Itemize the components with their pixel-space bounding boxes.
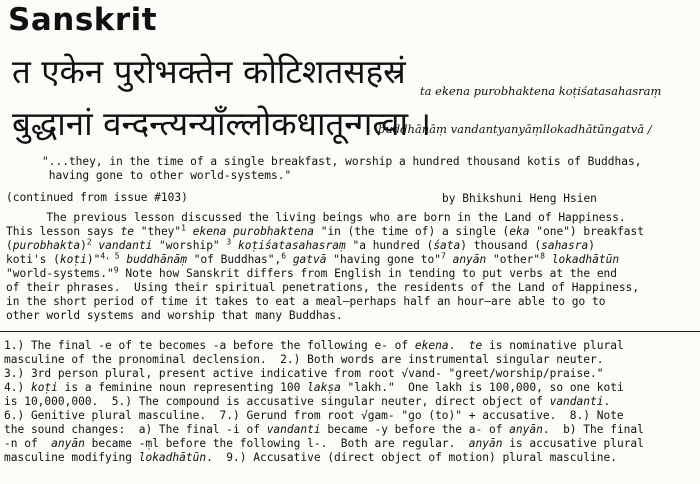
section-divider: [0, 331, 700, 332]
note-line: -n of anyān became -ṃl before the following l-. Both are regular. anyān is accusative plural: [4, 437, 644, 450]
transliteration-line-1: ta ekena purobhaktena koṭiśatasahasraṃ: [420, 84, 662, 98]
note-line: the sound changes: a) The final -i of vandanti became -y before the a- of anyān. b) The final: [4, 423, 644, 436]
note-line: 3.) 3rd person plural, present active indicative from root √vand- "greet/worship/praise.": [4, 367, 604, 380]
note-line: 6.) Genitive plural masculine. 7.) Gerund from root √gam- "go (to)" + accusative. 8.) Note: [4, 409, 624, 422]
continued-note: (continued from issue #103): [6, 191, 188, 204]
author-byline: by Bhikshuni Heng Hsien: [442, 192, 597, 205]
transliteration-line-2: buddhānāṃ vandantyanyāṃllokadhātūngatvā /: [378, 122, 652, 136]
body-line: This lesson says te "they"$^1$ ekena purobhaktena "in (the time of) a single (eka "one") breakfast: [6, 223, 645, 238]
body-line: other world systems and worship that many Buddhas.: [6, 309, 343, 322]
page-title: Sanskrit: [8, 2, 158, 38]
body-line: in the short period of time it takes to eat a meal—perhaps half an hour—are able to go to: [6, 295, 606, 308]
body-line: (purobhakta)$^2$ vandanti "worship" $^3$ koṭiśatasahasraṃ "a hundred (śata) thousand (sahasra): [6, 237, 595, 252]
note-line: masculine modifying lokadhātūn. 9.) Accusative (direct object of motion) plural masculine.: [4, 451, 617, 464]
quote-line-2: having gone to other world-systems.": [48, 169, 292, 182]
note-line: is 10,000,000. 5.) The compound is accusative singular neuter, direct object of vandanti.: [4, 395, 611, 408]
devanagari-line-1: त एकेन पुरोभक्तेन कोटिशतसहस्रं: [12, 52, 406, 91]
translation-quote: [42, 155, 641, 183]
note-line: 1.) The final -e of te becomes -a before the following e- of ekena. te is nominative plural: [4, 339, 624, 352]
note-line: 4.) koṭi is a feminine noun representing 100 lakṣa "lakh." One lakh is 100,000, so one koti: [4, 381, 624, 394]
quote-line-1: "...they, in the time of a single breakfast, worship a hundred thousand kotis of Buddhas,: [42, 155, 642, 168]
devanagari-line-2: बुद्धानां वन्दन्त्यन्याँल्लोकधातून्गत्वा ।: [12, 104, 432, 143]
body-line: "world-systems."$^9$ Note how Sanskrit differs from English in tending to put verbs at the end: [6, 265, 618, 280]
note-line: masculine of the pronominal declension. 2.) Both words are instrumental singular neuter.: [4, 353, 604, 366]
footnotes: [4, 339, 644, 465]
body-line: koti's (koṭi)"$^{4, 5}$ buddhānāṃ "of Buddhas",$^6$ gatvā "having gone to"$^7$ anyān "other"$^8$ lokadhātūn: [6, 251, 620, 266]
body-line: of their phrases. Using their spiritual penetrations, the residents of the Land of Happiness,: [6, 281, 640, 294]
lesson-body: [6, 211, 644, 323]
body-line: The previous lesson discussed the living beings who are born in the Land of Happiness.: [46, 211, 626, 224]
